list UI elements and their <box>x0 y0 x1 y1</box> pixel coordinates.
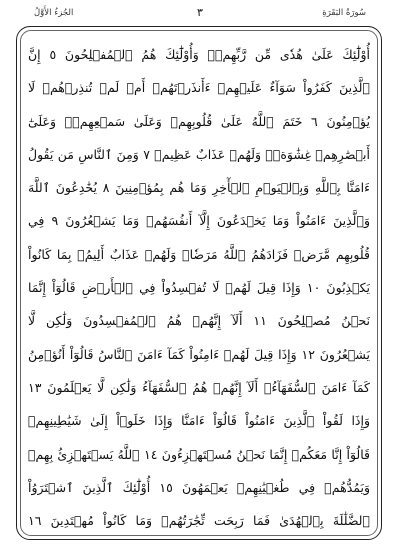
text-line: قَالُوٓاْ إِنَّا مَعَكُمۡ إِنَّمَا نَحۡنُ مُسۡتَهۡزِءُونَ ١٤ ٱللَّهُ يَسۡتَهۡزِئُ بِهِمۡ <box>28 446 370 462</box>
text-line: نَحۡنُ مُصۡلِحُونَ ١١ أَلَآ إِنَّهُمۡ هُمُ ٱلۡمُفۡسِدُونَ وَلَٰكِن لَّا <box>28 313 370 329</box>
text-line: وَيَمُدُّهُمۡ فِي طُغۡيَٰنِهِمۡ يَعۡمَهُونَ ١٥ أُوْلَٰٓئِكَ ٱلَّذِينَ ٱشۡتَرَوُاْ <box>28 479 370 495</box>
surah-name: سُورَةُ البَقَرَةِ <box>322 8 366 18</box>
text-line: وَٱلَّذِينَ ءَامَنُواْ وَمَا يَخۡدَعُونَ إِلَّآ أَنفُسَهُمۡ وَمَا يَشۡعُرُونَ ٩ فِي <box>28 213 370 229</box>
text-line: وَإِذَا لَقُواْ ٱلَّذِينَ ءَامَنُواْ قَالُوٓاْ ءَامَنَّا وَإِذَا خَلَوۡاْ إِلَىٰ شَيَٰطِينِهِمۡ <box>28 413 370 429</box>
text-line: يَكۡذِبُونَ ١٠ وَإِذَا قِيلَ لَهُمۡ لَا تُفۡسِدُواْ فِي ٱلۡأَرۡضِ قَالُوٓاْ إِنَّمَا <box>28 280 370 296</box>
quran-text <box>28 38 370 537</box>
text-line: يُؤۡمِنُونَ ٦ خَتَمَ ٱللَّهُ عَلَىٰ قُلُوبِهِمۡ وَعَلَىٰ سَمۡعِهِمۡۖ وَعَلَىٰٓ <box>28 113 370 129</box>
text-line: ٱلَّذِينَ كَفَرُواْ سَوَآءٌ عَلَيۡهِمۡ ءَأَنذَرۡتَهُمۡ أَمۡ لَمۡ تُنذِرۡهُمۡ لَا <box>28 80 370 96</box>
text-line: يَشۡعُرُونَ ١٢ وَإِذَا قِيلَ لَهُمۡ ءَامِنُواْ كَمَآ ءَامَنَ ٱلنَّاسُ قَالُوٓاْ أَنُؤۡمِنُ <box>28 346 370 362</box>
text-line: ٱلضَّلَٰلَةَ بِٱلۡهُدَىٰ فَمَا رَبِحَت تِّجَٰرَتُهُمۡ وَمَا كَانُواْ مُهۡتَدِينَ ١٦ <box>28 513 370 529</box>
text-line: أُوْلَٰٓئِكَ عَلَىٰ هُدٗى مِّن رَّبِّهِمۡۖ وَأُوْلَٰٓئِكَ هُمُ ٱلۡمُفۡلِحُونَ ٥ إِنَّ <box>28 47 370 62</box>
page-number: ٣ <box>197 6 203 19</box>
text-line: قُلُوبِهِم مَّرَضٞ فَزَادَهُمُ ٱللَّهُ مَرَضٗاۖ وَلَهُمۡ عَذَابٌ أَلِيمُۢ بِمَا كَانُواْ <box>28 246 370 262</box>
page-header <box>22 6 378 24</box>
juz-name: الجُزءُ الأَوَّلُ <box>34 8 74 18</box>
text-line: أَبۡصَٰرِهِمۡ غِشَٰوَةٞۖ وَلَهُمۡ عَذَابٌ عَظِيمٞ ٧ وَمِنَ ٱلنَّاسِ مَن يَقُولُ <box>28 146 370 162</box>
text-line: كَمَآ ءَامَنَ ٱلسُّفَهَآءُۗ أَلَآ إِنَّهُمۡ هُمُ ٱلسُّفَهَآءُ وَلَٰكِن لَّا يَعۡلَمُونَ ١٣ <box>28 379 370 395</box>
text-line: ءَامَنَّا بِٱللَّهِ وَبِٱلۡيَوۡمِ ٱلۡأٓخِرِ وَمَا هُم بِمُؤۡمِنِينَ ٨ يُخَٰدِعُونَ ٱللَّهَ <box>28 180 370 196</box>
